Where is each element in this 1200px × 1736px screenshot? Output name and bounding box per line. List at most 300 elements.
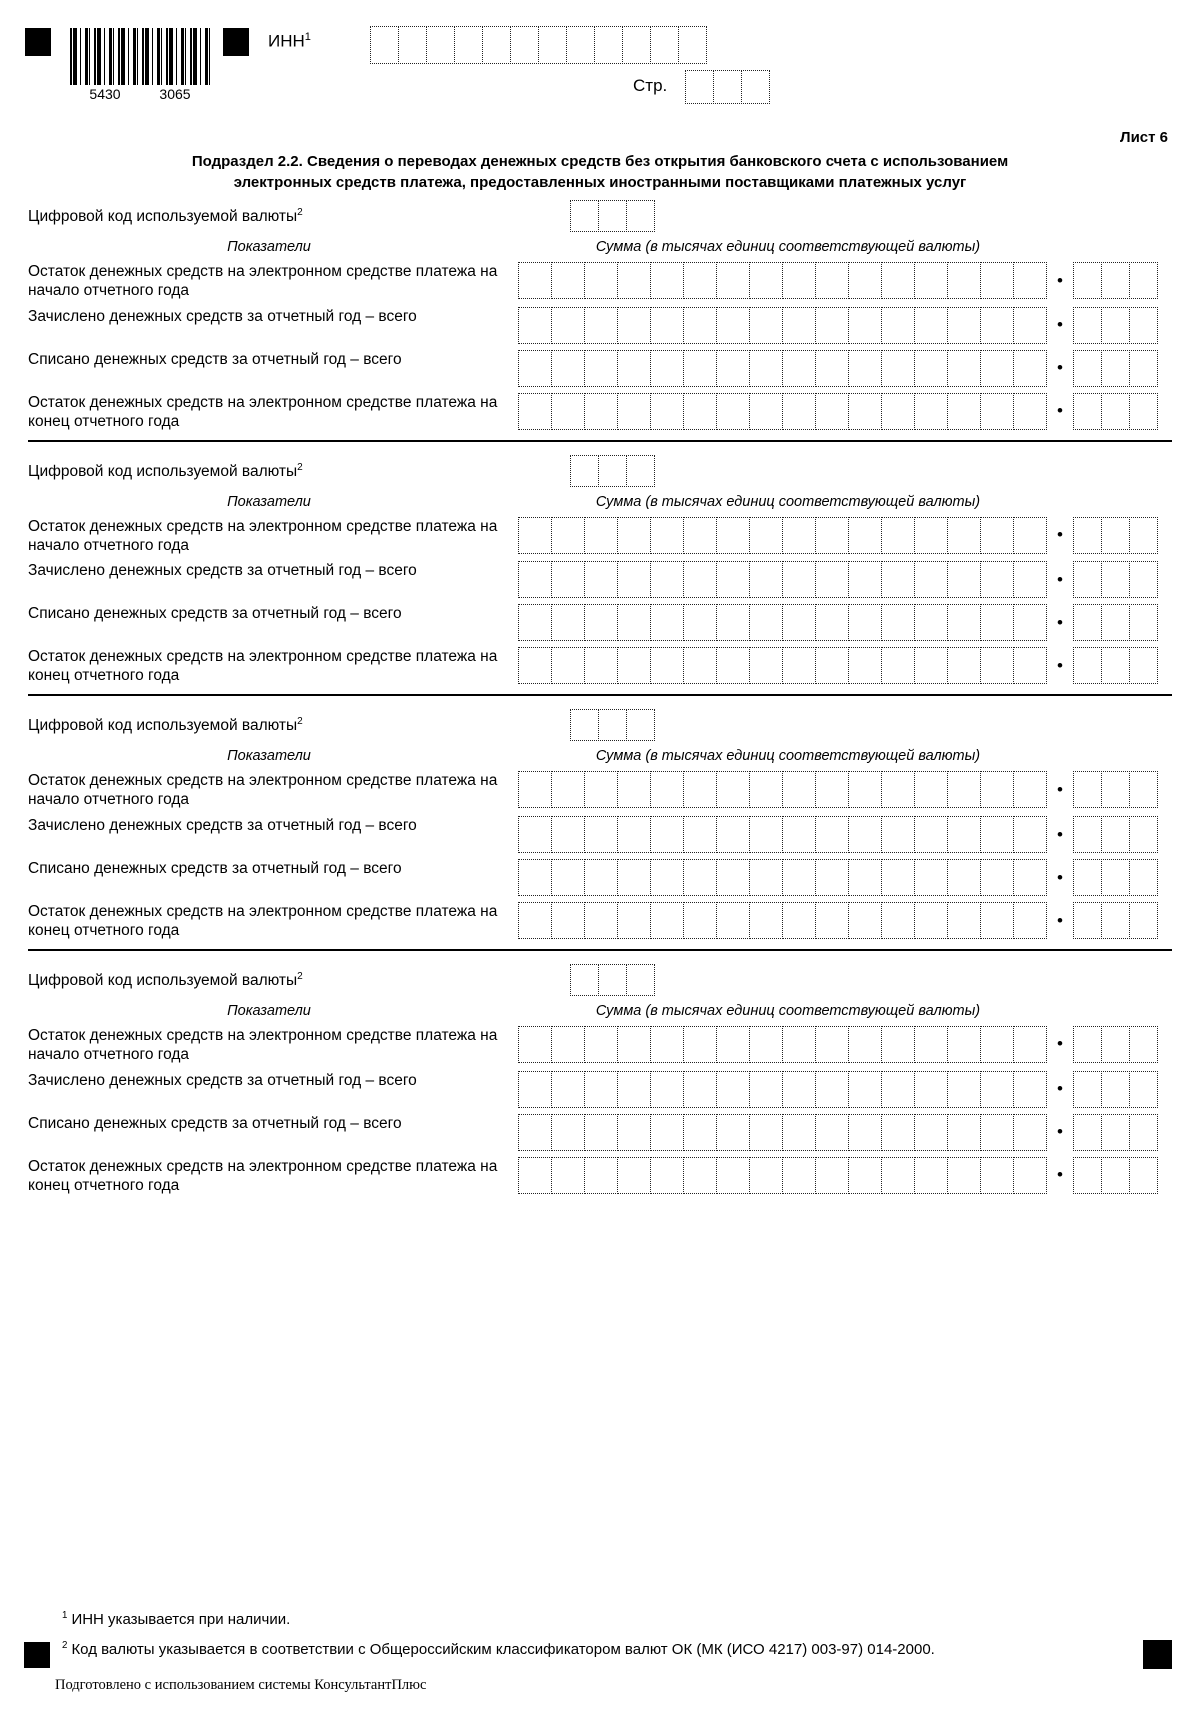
char-cell[interactable] bbox=[980, 859, 1014, 896]
char-cell[interactable] bbox=[617, 1157, 651, 1194]
char-cell[interactable] bbox=[980, 262, 1014, 299]
char-cell[interactable] bbox=[1129, 816, 1158, 853]
char-cell[interactable] bbox=[1101, 604, 1130, 641]
char-cell[interactable] bbox=[947, 1071, 981, 1108]
char-cell[interactable] bbox=[617, 350, 651, 387]
char-cell[interactable] bbox=[617, 307, 651, 344]
amount-integer-input[interactable] bbox=[518, 1114, 1047, 1151]
char-cell[interactable] bbox=[848, 902, 882, 939]
char-cell[interactable] bbox=[914, 816, 948, 853]
char-cell[interactable] bbox=[815, 517, 849, 554]
char-cell[interactable] bbox=[650, 902, 684, 939]
char-cell[interactable] bbox=[650, 1114, 684, 1151]
char-cell[interactable] bbox=[551, 517, 585, 554]
char-cell[interactable] bbox=[947, 1026, 981, 1063]
char-cell[interactable] bbox=[848, 604, 882, 641]
char-cell[interactable] bbox=[650, 393, 684, 430]
char-cell[interactable] bbox=[617, 647, 651, 684]
amount-integer-input[interactable] bbox=[518, 1157, 1047, 1194]
char-cell[interactable] bbox=[749, 350, 783, 387]
char-cell[interactable] bbox=[1073, 262, 1102, 299]
char-cell[interactable] bbox=[1073, 1114, 1102, 1151]
char-cell[interactable] bbox=[947, 902, 981, 939]
char-cell[interactable] bbox=[617, 1026, 651, 1063]
char-cell[interactable] bbox=[1013, 859, 1047, 896]
char-cell[interactable] bbox=[980, 1071, 1014, 1108]
char-cell[interactable] bbox=[947, 816, 981, 853]
char-cell[interactable] bbox=[1013, 393, 1047, 430]
char-cell[interactable] bbox=[584, 1026, 618, 1063]
char-cell[interactable] bbox=[1013, 816, 1047, 853]
char-cell[interactable] bbox=[782, 1026, 816, 1063]
char-cell[interactable] bbox=[538, 26, 567, 64]
char-cell[interactable] bbox=[881, 393, 915, 430]
char-cell[interactable] bbox=[914, 1157, 948, 1194]
char-cell[interactable] bbox=[1129, 1026, 1158, 1063]
char-cell[interactable] bbox=[617, 262, 651, 299]
char-cell[interactable] bbox=[518, 816, 552, 853]
char-cell[interactable] bbox=[518, 859, 552, 896]
char-cell[interactable] bbox=[947, 771, 981, 808]
char-cell[interactable] bbox=[980, 517, 1014, 554]
char-cell[interactable] bbox=[598, 709, 627, 741]
char-cell[interactable] bbox=[815, 262, 849, 299]
char-cell[interactable] bbox=[749, 307, 783, 344]
inn-input[interactable] bbox=[370, 26, 707, 64]
char-cell[interactable] bbox=[1013, 517, 1047, 554]
char-cell[interactable] bbox=[716, 902, 750, 939]
char-cell[interactable] bbox=[570, 964, 599, 996]
char-cell[interactable] bbox=[716, 859, 750, 896]
char-cell[interactable] bbox=[914, 647, 948, 684]
amount-fraction-input[interactable] bbox=[1073, 561, 1158, 598]
char-cell[interactable] bbox=[815, 393, 849, 430]
char-cell[interactable] bbox=[584, 307, 618, 344]
char-cell[interactable] bbox=[518, 1114, 552, 1151]
char-cell[interactable] bbox=[617, 393, 651, 430]
char-cell[interactable] bbox=[617, 517, 651, 554]
char-cell[interactable] bbox=[947, 604, 981, 641]
char-cell[interactable] bbox=[1073, 1026, 1102, 1063]
char-cell[interactable] bbox=[848, 307, 882, 344]
char-cell[interactable] bbox=[1101, 561, 1130, 598]
char-cell[interactable] bbox=[1101, 262, 1130, 299]
amount-integer-input[interactable] bbox=[518, 859, 1047, 896]
char-cell[interactable] bbox=[749, 262, 783, 299]
amount-fraction-input[interactable] bbox=[1073, 1157, 1158, 1194]
char-cell[interactable] bbox=[848, 647, 882, 684]
char-cell[interactable] bbox=[881, 902, 915, 939]
char-cell[interactable] bbox=[980, 1157, 1014, 1194]
char-cell[interactable] bbox=[881, 517, 915, 554]
char-cell[interactable] bbox=[683, 561, 717, 598]
char-cell[interactable] bbox=[617, 859, 651, 896]
char-cell[interactable] bbox=[914, 604, 948, 641]
char-cell[interactable] bbox=[947, 393, 981, 430]
char-cell[interactable] bbox=[454, 26, 483, 64]
char-cell[interactable] bbox=[551, 647, 585, 684]
char-cell[interactable] bbox=[570, 709, 599, 741]
char-cell[interactable] bbox=[914, 393, 948, 430]
currency-code-input[interactable] bbox=[570, 964, 655, 996]
amount-integer-input[interactable] bbox=[518, 393, 1047, 430]
char-cell[interactable] bbox=[518, 902, 552, 939]
char-cell[interactable] bbox=[570, 455, 599, 487]
char-cell[interactable] bbox=[683, 1157, 717, 1194]
char-cell[interactable] bbox=[1101, 859, 1130, 896]
char-cell[interactable] bbox=[1129, 604, 1158, 641]
char-cell[interactable] bbox=[749, 1157, 783, 1194]
char-cell[interactable] bbox=[1013, 1026, 1047, 1063]
char-cell[interactable] bbox=[650, 1071, 684, 1108]
char-cell[interactable] bbox=[881, 350, 915, 387]
char-cell[interactable] bbox=[1101, 307, 1130, 344]
char-cell[interactable] bbox=[551, 561, 585, 598]
char-cell[interactable] bbox=[584, 647, 618, 684]
char-cell[interactable] bbox=[947, 350, 981, 387]
char-cell[interactable] bbox=[1129, 859, 1158, 896]
amount-integer-input[interactable] bbox=[518, 561, 1047, 598]
char-cell[interactable] bbox=[914, 902, 948, 939]
char-cell[interactable] bbox=[598, 455, 627, 487]
char-cell[interactable] bbox=[584, 262, 618, 299]
char-cell[interactable] bbox=[1073, 1071, 1102, 1108]
char-cell[interactable] bbox=[584, 1071, 618, 1108]
char-cell[interactable] bbox=[782, 604, 816, 641]
char-cell[interactable] bbox=[881, 561, 915, 598]
char-cell[interactable] bbox=[617, 604, 651, 641]
amount-fraction-input[interactable] bbox=[1073, 604, 1158, 641]
char-cell[interactable] bbox=[683, 393, 717, 430]
char-cell[interactable] bbox=[617, 1071, 651, 1108]
char-cell[interactable] bbox=[881, 262, 915, 299]
char-cell[interactable] bbox=[1129, 1071, 1158, 1108]
char-cell[interactable] bbox=[782, 393, 816, 430]
amount-integer-input[interactable] bbox=[518, 350, 1047, 387]
char-cell[interactable] bbox=[782, 1114, 816, 1151]
char-cell[interactable] bbox=[551, 1026, 585, 1063]
char-cell[interactable] bbox=[749, 561, 783, 598]
char-cell[interactable] bbox=[1013, 262, 1047, 299]
char-cell[interactable] bbox=[947, 859, 981, 896]
char-cell[interactable] bbox=[1129, 647, 1158, 684]
char-cell[interactable] bbox=[749, 1071, 783, 1108]
char-cell[interactable] bbox=[914, 307, 948, 344]
char-cell[interactable] bbox=[518, 1157, 552, 1194]
char-cell[interactable] bbox=[1073, 647, 1102, 684]
char-cell[interactable] bbox=[815, 902, 849, 939]
char-cell[interactable] bbox=[716, 771, 750, 808]
char-cell[interactable] bbox=[650, 262, 684, 299]
char-cell[interactable] bbox=[716, 1071, 750, 1108]
char-cell[interactable] bbox=[881, 307, 915, 344]
char-cell[interactable] bbox=[570, 200, 599, 232]
char-cell[interactable] bbox=[716, 647, 750, 684]
char-cell[interactable] bbox=[782, 859, 816, 896]
char-cell[interactable] bbox=[551, 393, 585, 430]
char-cell[interactable] bbox=[881, 647, 915, 684]
amount-fraction-input[interactable] bbox=[1073, 517, 1158, 554]
char-cell[interactable] bbox=[683, 1071, 717, 1108]
char-cell[interactable] bbox=[815, 561, 849, 598]
amount-fraction-input[interactable] bbox=[1073, 647, 1158, 684]
char-cell[interactable] bbox=[1129, 1114, 1158, 1151]
char-cell[interactable] bbox=[626, 709, 655, 741]
char-cell[interactable] bbox=[881, 1157, 915, 1194]
char-cell[interactable] bbox=[1013, 902, 1047, 939]
char-cell[interactable] bbox=[848, 517, 882, 554]
char-cell[interactable] bbox=[782, 350, 816, 387]
amount-fraction-input[interactable] bbox=[1073, 859, 1158, 896]
char-cell[interactable] bbox=[650, 350, 684, 387]
char-cell[interactable] bbox=[980, 307, 1014, 344]
char-cell[interactable] bbox=[1073, 771, 1102, 808]
char-cell[interactable] bbox=[683, 816, 717, 853]
char-cell[interactable] bbox=[716, 816, 750, 853]
char-cell[interactable] bbox=[782, 647, 816, 684]
char-cell[interactable] bbox=[980, 1114, 1014, 1151]
char-cell[interactable] bbox=[848, 1157, 882, 1194]
char-cell[interactable] bbox=[815, 1157, 849, 1194]
char-cell[interactable] bbox=[598, 200, 627, 232]
char-cell[interactable] bbox=[815, 1114, 849, 1151]
char-cell[interactable] bbox=[881, 816, 915, 853]
char-cell[interactable] bbox=[683, 902, 717, 939]
char-cell[interactable] bbox=[584, 350, 618, 387]
char-cell[interactable] bbox=[980, 561, 1014, 598]
char-cell[interactable] bbox=[914, 350, 948, 387]
char-cell[interactable] bbox=[1129, 307, 1158, 344]
char-cell[interactable] bbox=[650, 647, 684, 684]
char-cell[interactable] bbox=[1073, 561, 1102, 598]
char-cell[interactable] bbox=[914, 859, 948, 896]
char-cell[interactable] bbox=[1129, 262, 1158, 299]
char-cell[interactable] bbox=[782, 902, 816, 939]
char-cell[interactable] bbox=[1073, 604, 1102, 641]
char-cell[interactable] bbox=[1101, 771, 1130, 808]
char-cell[interactable] bbox=[815, 816, 849, 853]
char-cell[interactable] bbox=[518, 517, 552, 554]
char-cell[interactable] bbox=[716, 1157, 750, 1194]
char-cell[interactable] bbox=[683, 350, 717, 387]
char-cell[interactable] bbox=[980, 902, 1014, 939]
char-cell[interactable] bbox=[1101, 1114, 1130, 1151]
char-cell[interactable] bbox=[1101, 1026, 1130, 1063]
char-cell[interactable] bbox=[1073, 517, 1102, 554]
char-cell[interactable] bbox=[881, 1114, 915, 1151]
char-cell[interactable] bbox=[782, 307, 816, 344]
char-cell[interactable] bbox=[551, 816, 585, 853]
currency-code-input[interactable] bbox=[570, 709, 655, 741]
char-cell[interactable] bbox=[947, 1114, 981, 1151]
char-cell[interactable] bbox=[1013, 647, 1047, 684]
char-cell[interactable] bbox=[1101, 1071, 1130, 1108]
char-cell[interactable] bbox=[947, 517, 981, 554]
char-cell[interactable] bbox=[741, 70, 770, 104]
char-cell[interactable] bbox=[518, 604, 552, 641]
char-cell[interactable] bbox=[881, 859, 915, 896]
char-cell[interactable] bbox=[749, 604, 783, 641]
char-cell[interactable] bbox=[914, 517, 948, 554]
char-cell[interactable] bbox=[782, 816, 816, 853]
char-cell[interactable] bbox=[1129, 393, 1158, 430]
amount-integer-input[interactable] bbox=[518, 604, 1047, 641]
char-cell[interactable] bbox=[1129, 517, 1158, 554]
char-cell[interactable] bbox=[848, 1114, 882, 1151]
amount-fraction-input[interactable] bbox=[1073, 771, 1158, 808]
char-cell[interactable] bbox=[650, 561, 684, 598]
char-cell[interactable] bbox=[815, 859, 849, 896]
char-cell[interactable] bbox=[815, 771, 849, 808]
char-cell[interactable] bbox=[683, 1026, 717, 1063]
char-cell[interactable] bbox=[426, 26, 455, 64]
char-cell[interactable] bbox=[1073, 859, 1102, 896]
char-cell[interactable] bbox=[815, 307, 849, 344]
char-cell[interactable] bbox=[716, 517, 750, 554]
char-cell[interactable] bbox=[1129, 902, 1158, 939]
char-cell[interactable] bbox=[584, 902, 618, 939]
currency-code-input[interactable] bbox=[570, 455, 655, 487]
char-cell[interactable] bbox=[947, 307, 981, 344]
char-cell[interactable] bbox=[1013, 1157, 1047, 1194]
char-cell[interactable] bbox=[980, 1026, 1014, 1063]
amount-integer-input[interactable] bbox=[518, 771, 1047, 808]
char-cell[interactable] bbox=[1129, 561, 1158, 598]
char-cell[interactable] bbox=[881, 771, 915, 808]
char-cell[interactable] bbox=[551, 771, 585, 808]
char-cell[interactable] bbox=[749, 517, 783, 554]
char-cell[interactable] bbox=[1073, 350, 1102, 387]
char-cell[interactable] bbox=[518, 350, 552, 387]
char-cell[interactable] bbox=[683, 307, 717, 344]
char-cell[interactable] bbox=[1129, 1157, 1158, 1194]
char-cell[interactable] bbox=[518, 393, 552, 430]
char-cell[interactable] bbox=[678, 26, 707, 64]
amount-fraction-input[interactable] bbox=[1073, 1071, 1158, 1108]
char-cell[interactable] bbox=[782, 1071, 816, 1108]
char-cell[interactable] bbox=[782, 561, 816, 598]
char-cell[interactable] bbox=[518, 561, 552, 598]
amount-fraction-input[interactable] bbox=[1073, 902, 1158, 939]
char-cell[interactable] bbox=[594, 26, 623, 64]
char-cell[interactable] bbox=[1101, 1157, 1130, 1194]
char-cell[interactable] bbox=[683, 771, 717, 808]
char-cell[interactable] bbox=[716, 604, 750, 641]
char-cell[interactable] bbox=[1101, 816, 1130, 853]
char-cell[interactable] bbox=[1013, 307, 1047, 344]
char-cell[interactable] bbox=[617, 561, 651, 598]
char-cell[interactable] bbox=[650, 604, 684, 641]
char-cell[interactable] bbox=[1013, 350, 1047, 387]
char-cell[interactable] bbox=[370, 26, 399, 64]
char-cell[interactable] bbox=[584, 604, 618, 641]
char-cell[interactable] bbox=[551, 859, 585, 896]
char-cell[interactable] bbox=[815, 604, 849, 641]
char-cell[interactable] bbox=[551, 307, 585, 344]
char-cell[interactable] bbox=[914, 561, 948, 598]
amount-fraction-input[interactable] bbox=[1073, 262, 1158, 299]
char-cell[interactable] bbox=[1101, 350, 1130, 387]
char-cell[interactable] bbox=[716, 262, 750, 299]
char-cell[interactable] bbox=[713, 70, 742, 104]
char-cell[interactable] bbox=[683, 859, 717, 896]
char-cell[interactable] bbox=[914, 262, 948, 299]
char-cell[interactable] bbox=[626, 964, 655, 996]
char-cell[interactable] bbox=[551, 902, 585, 939]
char-cell[interactable] bbox=[566, 26, 595, 64]
char-cell[interactable] bbox=[980, 350, 1014, 387]
char-cell[interactable] bbox=[617, 1114, 651, 1151]
char-cell[interactable] bbox=[398, 26, 427, 64]
char-cell[interactable] bbox=[584, 393, 618, 430]
amount-fraction-input[interactable] bbox=[1073, 1026, 1158, 1063]
char-cell[interactable] bbox=[848, 350, 882, 387]
char-cell[interactable] bbox=[683, 604, 717, 641]
char-cell[interactable] bbox=[716, 350, 750, 387]
char-cell[interactable] bbox=[518, 1026, 552, 1063]
char-cell[interactable] bbox=[881, 1026, 915, 1063]
char-cell[interactable] bbox=[617, 771, 651, 808]
char-cell[interactable] bbox=[584, 859, 618, 896]
char-cell[interactable] bbox=[551, 604, 585, 641]
char-cell[interactable] bbox=[650, 307, 684, 344]
char-cell[interactable] bbox=[815, 1071, 849, 1108]
char-cell[interactable] bbox=[749, 771, 783, 808]
char-cell[interactable] bbox=[650, 517, 684, 554]
char-cell[interactable] bbox=[584, 561, 618, 598]
char-cell[interactable] bbox=[650, 1157, 684, 1194]
char-cell[interactable] bbox=[980, 393, 1014, 430]
char-cell[interactable] bbox=[1073, 307, 1102, 344]
char-cell[interactable] bbox=[749, 816, 783, 853]
char-cell[interactable] bbox=[716, 307, 750, 344]
char-cell[interactable] bbox=[1013, 1114, 1047, 1151]
char-cell[interactable] bbox=[1013, 771, 1047, 808]
char-cell[interactable] bbox=[584, 517, 618, 554]
char-cell[interactable] bbox=[980, 604, 1014, 641]
char-cell[interactable] bbox=[617, 816, 651, 853]
char-cell[interactable] bbox=[782, 262, 816, 299]
char-cell[interactable] bbox=[716, 1114, 750, 1151]
char-cell[interactable] bbox=[683, 517, 717, 554]
char-cell[interactable] bbox=[749, 393, 783, 430]
char-cell[interactable] bbox=[683, 262, 717, 299]
amount-integer-input[interactable] bbox=[518, 517, 1047, 554]
char-cell[interactable] bbox=[1013, 561, 1047, 598]
char-cell[interactable] bbox=[518, 771, 552, 808]
char-cell[interactable] bbox=[848, 1071, 882, 1108]
char-cell[interactable] bbox=[947, 1157, 981, 1194]
amount-integer-input[interactable] bbox=[518, 1026, 1047, 1063]
char-cell[interactable] bbox=[1101, 517, 1130, 554]
char-cell[interactable] bbox=[598, 964, 627, 996]
char-cell[interactable] bbox=[683, 647, 717, 684]
char-cell[interactable] bbox=[815, 1026, 849, 1063]
char-cell[interactable] bbox=[1129, 771, 1158, 808]
char-cell[interactable] bbox=[980, 816, 1014, 853]
char-cell[interactable] bbox=[914, 1071, 948, 1108]
char-cell[interactable] bbox=[848, 1026, 882, 1063]
page-number-input[interactable] bbox=[685, 70, 770, 104]
amount-fraction-input[interactable] bbox=[1073, 816, 1158, 853]
char-cell[interactable] bbox=[1073, 902, 1102, 939]
char-cell[interactable] bbox=[584, 771, 618, 808]
char-cell[interactable] bbox=[716, 1026, 750, 1063]
char-cell[interactable] bbox=[980, 771, 1014, 808]
char-cell[interactable] bbox=[716, 393, 750, 430]
char-cell[interactable] bbox=[551, 1114, 585, 1151]
char-cell[interactable] bbox=[584, 816, 618, 853]
